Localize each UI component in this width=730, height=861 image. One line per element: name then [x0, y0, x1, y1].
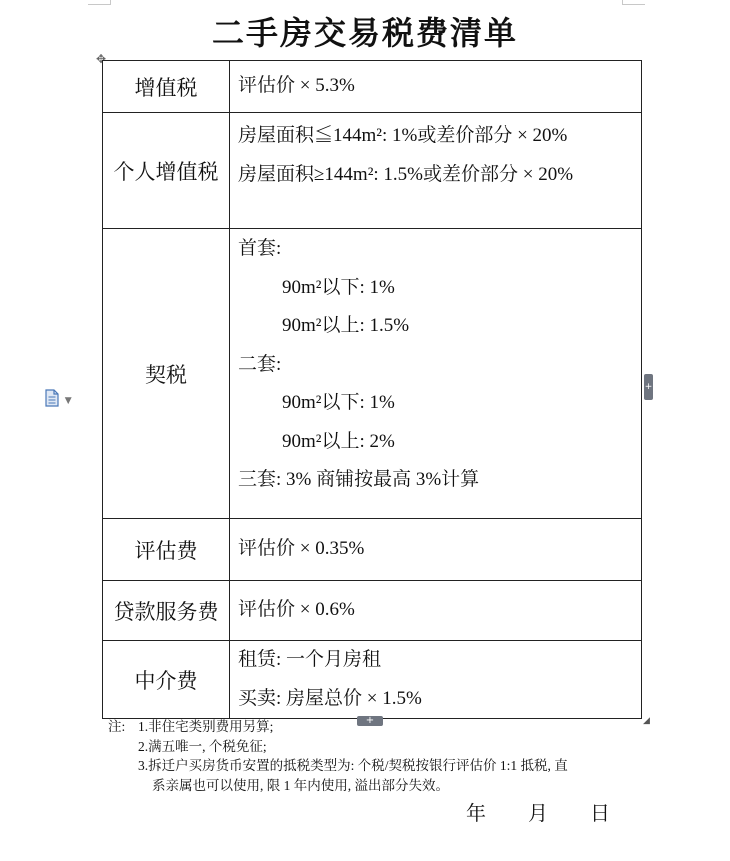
table-row: [103, 641, 642, 719]
page-corner-mark-right: [622, 0, 645, 5]
table-row: [103, 229, 642, 519]
deed-first-above: 90m²以上: 1.5%: [282, 315, 410, 336]
cell-appraisal-fee[interactable]: [230, 519, 642, 581]
footnotes: [108, 717, 648, 795]
page-corner-mark-left: [88, 0, 111, 5]
row-label-vat[interactable]: 增值税: [103, 61, 230, 113]
personal-tax-large-area: 房屋面积≥144m²: 1.5%或差价部分 × 20%: [238, 163, 574, 185]
row-label-appraisal-fee[interactable]: 评估费: [103, 519, 230, 581]
cell-agency-fee[interactable]: [230, 641, 642, 719]
vat-formula: 评估价 × 5.3%: [238, 75, 355, 97]
note-row: [108, 756, 648, 776]
document-icon-shape: [44, 389, 60, 407]
agency-fee-sale: 买卖: 房屋总价 × 1.5%: [238, 687, 422, 709]
note-continuation: 系亲属也可以使用, 限 1 年内使用, 溢出部分失效。: [152, 777, 449, 793]
cell-deed-tax[interactable]: [230, 229, 642, 519]
note-prefix: 注:: [108, 719, 126, 734]
loan-service-fee-formula: 评估价 × 0.6%: [238, 599, 355, 621]
add-column-button[interactable]: [644, 374, 653, 400]
note-item: 1.非住宅类别费用另算;: [138, 719, 274, 734]
row-label-deed-tax[interactable]: 契税: [103, 229, 230, 519]
document-icon[interactable]: [44, 389, 74, 407]
chevron-down-icon: ▼: [64, 396, 72, 406]
row-label-personal-tax[interactable]: 个人增值税: [103, 113, 230, 229]
row-label-loan-service-fee[interactable]: 贷款服务费: [103, 581, 230, 641]
note-item: 2.满五唯一, 个税免征;: [138, 738, 267, 754]
resize-icon[interactable]: ◢: [643, 716, 650, 726]
note-row: [108, 737, 648, 757]
cell-personal-tax[interactable]: [230, 113, 642, 229]
row-label-agency-fee[interactable]: 中介费: [103, 641, 230, 719]
deed-first-home: 首套:: [238, 238, 282, 259]
agency-fee-rent: 租赁: 一个月房租: [238, 649, 382, 670]
personal-tax-small-area: 房屋面积≦144m²: 1%或差价部分 × 20%: [238, 125, 568, 146]
cell-vat[interactable]: [230, 61, 642, 113]
appraisal-fee-formula: 评估价 × 0.35%: [238, 538, 365, 560]
table-row: [103, 519, 642, 581]
table-row: [103, 113, 642, 229]
table-row: [103, 581, 642, 641]
cell-loan-service-fee[interactable]: [230, 581, 642, 641]
deed-first-below: 90m²以下: 1%: [282, 276, 395, 298]
date-month-label: 月: [528, 801, 548, 825]
deed-second-above: 90m²以上: 2%: [282, 430, 395, 452]
document-title: 二手房交易税费清单: [211, 14, 518, 52]
table-row: [103, 61, 642, 113]
plus-icon: +: [365, 715, 375, 726]
plus-icon: +: [644, 382, 653, 392]
date-line: [466, 797, 610, 826]
date-year-label: 年: [466, 801, 486, 825]
deed-third-home: 三套: 3% 商铺按最高 3%计算: [238, 469, 480, 490]
deed-second-home: 二套:: [238, 353, 282, 375]
move-icon[interactable]: ✥: [95, 52, 107, 66]
deed-second-below: 90m²以下: 1%: [282, 392, 395, 413]
note-item: 3.拆迁户买房货币安置的抵税类型为: 个税/契税按银行评估价 1:1 抵税, 直: [138, 758, 568, 773]
date-day-label: 日: [590, 801, 610, 825]
tax-fee-table: [102, 60, 642, 719]
note-row: [108, 717, 648, 737]
